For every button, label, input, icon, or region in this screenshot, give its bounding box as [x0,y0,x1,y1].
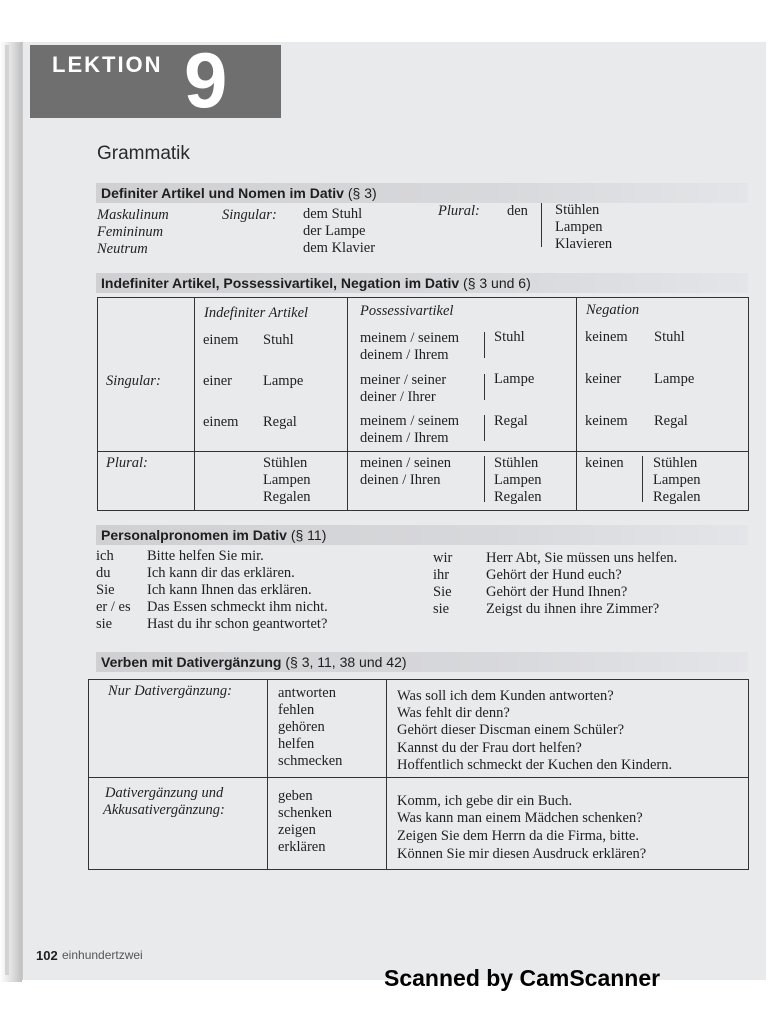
singular-label: Singular: [222,207,277,223]
pronoun: du [96,565,111,581]
negation-noun: Regal [654,413,688,429]
example-sentence: Zeigen Sie dem Herrn da die Firma, bitte. [397,828,639,844]
indef-noun: Lampen [263,472,311,488]
section-bar-definiter-artikel [96,183,748,203]
lektion-label: LEKTION [52,52,163,77]
negation-noun: Regalen [653,489,701,505]
divider [484,332,485,358]
pronoun: sie [96,616,113,632]
section-reference: (§ 3, 11, 38 und 42) [285,654,407,670]
indef-article: einem [203,414,239,430]
section-heading: Definiter Artikel und Nomen im Dativ [101,185,344,201]
example-sentence: Komm, ich gebe dir ein Buch. [397,793,573,809]
example-sentence: Ich kann dir das erklären. [147,565,295,581]
negation-article: keinem [585,413,628,429]
pronoun: Sie [96,582,115,598]
section-bar-verben-dativ [96,652,748,672]
indef-noun: Regal [263,414,297,430]
possessive-noun: Stühlen [494,455,539,471]
example-sentence: Herr Abt, Sie müssen uns helfen. [486,550,678,566]
singular-form: dem Stuhl [303,206,363,222]
possessive-noun: Lampe [494,371,535,387]
section-heading: Personalpronomen im Dativ [101,527,287,543]
verb-category: Dativergänzung und [105,785,224,801]
possessive-form: deinem / Ihrem [360,347,449,363]
scanner-watermark: Scanned by CamScanner [384,965,661,991]
negation-article: keinem [585,329,628,345]
section-reference: (§ 3) [347,185,377,201]
indef-noun: Lampe [263,373,304,389]
indef-noun: Stühlen [263,455,308,471]
example-sentence: Bitte helfen Sie mir. [147,548,264,564]
example-sentence: Was kann man einem Mädchen schenken? [397,810,643,826]
example-sentence: Können Sie mir diesen Ausdruck erklären? [397,846,647,862]
indef-article: einer [203,373,232,389]
singular-form: der Lampe [303,223,366,239]
plural-noun: Klavieren [555,236,613,252]
row-label: Plural: [106,455,148,471]
column-header: Indefiniter Artikel [204,305,309,321]
possessive-form: deiner / Ihrer [360,389,436,405]
plural-label: Plural: [438,203,480,219]
pronoun: sie [433,601,450,617]
possessive-form: meinem / seinem [360,413,460,429]
negation-noun: Lampen [653,472,701,488]
possessive-noun: Stuhl [494,329,525,345]
plural-noun: Stühlen [555,202,600,218]
pronoun: Sie [433,584,452,600]
column-header: Possessivartikel [360,303,454,319]
section-title: Grammatik [97,143,190,164]
divider [484,415,485,441]
pronoun: wir [433,550,453,566]
divider [541,203,542,247]
possessive-noun: Lampen [494,472,542,488]
table-divider [347,297,348,511]
verb: gehören [278,719,325,735]
example-sentence: Was soll ich dem Kunden antworten? [397,688,614,704]
section-reference: (§ 11) [290,527,327,543]
gender-label: Neutrum [97,241,148,257]
table-divider [386,679,387,870]
verb-category: Akkusativergänzung: [103,802,225,818]
possessive-noun: Regal [494,413,528,429]
verb: schmecken [278,753,343,769]
table-divider [88,777,749,778]
divider [484,374,485,400]
pronoun: er / es [96,599,131,615]
example-sentence: Das Essen schmeckt ihm nicht. [147,599,328,615]
binding-edge [5,45,9,975]
verb: geben [278,788,313,804]
verb: zeigen [278,822,316,838]
verb-category: Nur Dativergänzung: [108,683,232,699]
possessive-form: meinem / seinem [360,330,460,346]
example-sentence: Ich kann Ihnen das erklären. [147,582,312,598]
verb: fehlen [278,702,315,718]
verb: helfen [278,736,315,752]
verb: erklären [278,839,326,855]
pronoun: ich [96,548,114,564]
indef-noun: Regalen [263,489,311,505]
section-reference: (§ 3 und 6) [463,275,531,291]
divider [484,456,485,502]
negation-noun: Stühlen [653,455,698,471]
column-header: Negation [586,302,640,318]
verb: schenken [278,805,332,821]
page-shadow [0,42,22,982]
section-heading: Indefiniter Artikel, Possessivartikel, Negation im Dativ [101,275,460,291]
page-number: 102 [36,948,58,963]
negation-article: keinen [585,455,624,471]
plural-article: den [507,203,528,219]
section-bar-personalpronomen [96,525,748,545]
table-divider [97,451,749,452]
possessive-noun: Regalen [494,489,542,505]
negation-article: keiner [585,371,622,387]
example-sentence: Gehört der Hund euch? [486,567,622,583]
negation-noun: Lampe [654,371,695,387]
gender-label: Femininum [97,224,164,240]
possessive-form: deinem / Ihrem [360,430,449,446]
lektion-number: 9 [184,36,228,124]
example-sentence: Gehört dieser Discman einem Schüler? [397,722,625,738]
table-divider [576,297,577,511]
example-sentence: Hast du ihr schon geantwortet? [147,616,328,632]
example-sentence: Was fehlt dir denn? [397,705,510,721]
table-divider [194,297,195,511]
section-heading: Verben mit Dativergänzung [101,654,282,670]
example-sentence: Zeigst du ihnen ihre Zimmer? [486,601,660,617]
singular-form: dem Klavier [303,240,376,256]
example-sentence: Kannst du der Frau dort helfen? [397,740,582,756]
pronoun: ihr [433,567,450,583]
indef-noun: Stuhl [263,332,294,348]
section-bar-indefiniter-artikel [96,273,748,293]
indef-article: einem [203,332,239,348]
gender-label: Maskulinum [97,207,169,223]
negation-noun: Stuhl [654,329,685,345]
example-sentence: Hoffentlich schmeckt der Kuchen den Kindern. [397,757,673,773]
plural-noun: Lampen [555,219,603,235]
possessive-form: meiner / seiner [360,372,447,388]
possessive-form: deinen / Ihren [360,472,441,488]
row-label: Singular: [106,373,161,389]
verb: antworten [278,685,336,701]
table-divider [267,679,268,870]
page-number-word: einhundertzwei [62,948,143,962]
example-sentence: Gehört der Hund Ihnen? [486,584,628,600]
divider [642,456,643,502]
possessive-form: meinen / seinen [360,455,452,471]
